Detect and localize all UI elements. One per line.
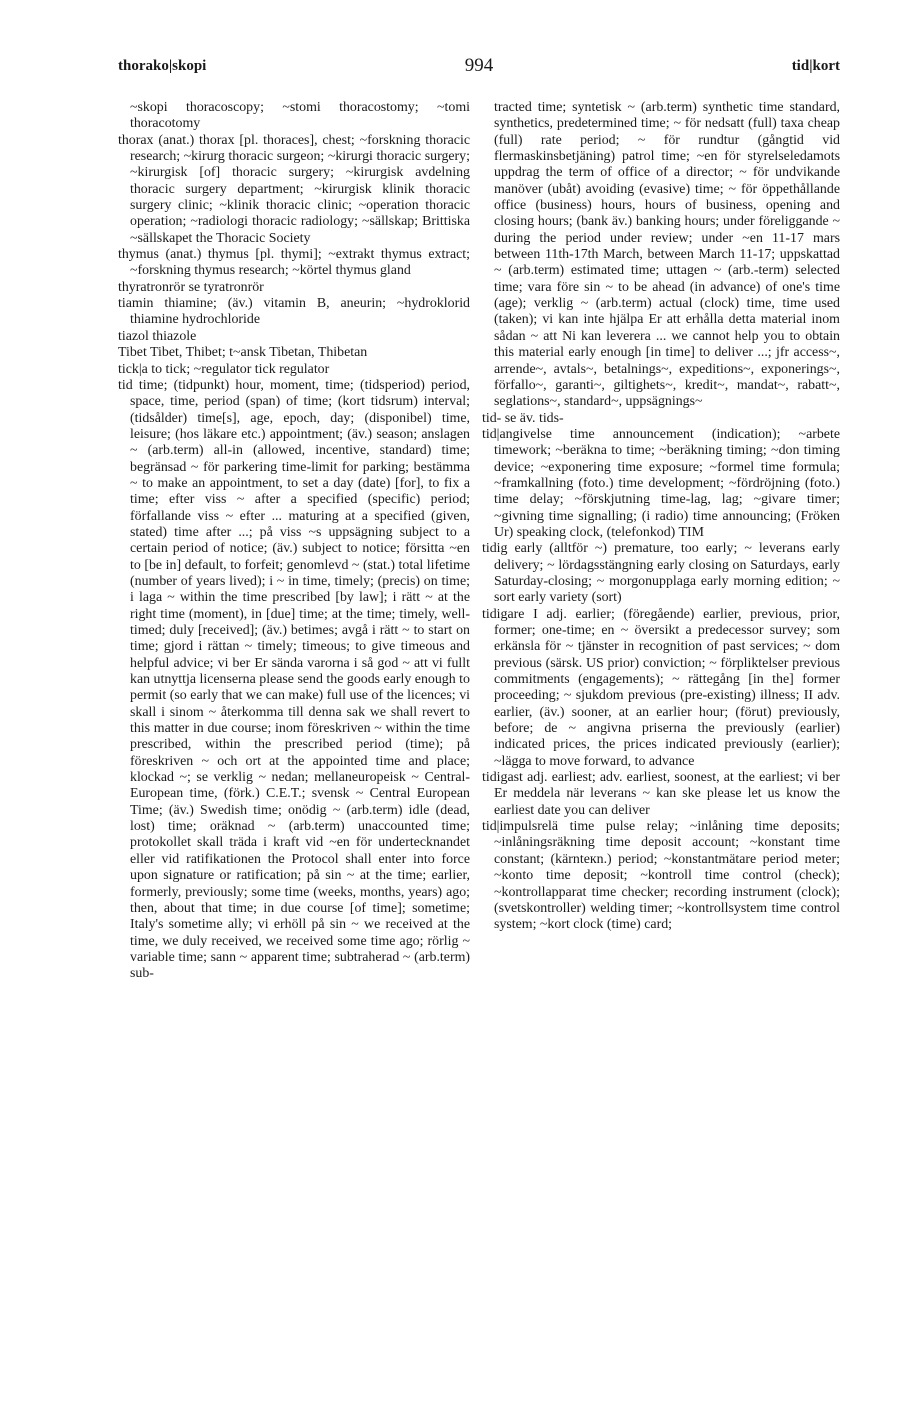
left-column (118, 100, 470, 983)
dictionary-entry: tidigare I adj. earlier; (föregående) earlier, previous, prior, former; one-time; en ~ översikt a predecessor survey; som erkänsla för ~ tjänster in recognition of past services; ~ dom previous (särsk. US prior) conviction; ~ förpliktelser previous commitments (engagements); ~ rättegång [in the] former proceeding; ~ sjukdom previous (pre-existing) illness; II adv. earlier, (äv.) sooner, at an earlier hour; (förut) previously, before; de ~ angivna priserna the previously (earlier) indicated prices, the prices indicated previously (earlier); ~lägga to move forward, to advance (482, 606, 840, 769)
dictionary-entry: tidig early (alltför ~) premature, too early; ~ leverans early delivery; ~ lördagsstängning early closing on Saturdays, early Saturday-closing; ~ morgonupplaga early morning edition; ~ sort early variety (sort) (482, 541, 840, 606)
dictionary-entry: thorax (anat.) thorax [pl. thoraces], chest; ~forskning thoracic research; ~kirurg thoracic surgeon; ~kirurgi thoracic surgery; ~kirurgisk [of] thoracic surgery; ~kirurgisk avdelning thoracic surgery department; ~kirurgisk klinik thoracic surgery clinic; ~klinik thoracic clinic; ~operation thoracic operation; ~radiologi thoracic radiology; ~sällskap; Brittiska ~sällskapet the Thoracic Society (118, 132, 470, 246)
right-column (482, 100, 840, 934)
page-header (118, 55, 840, 84)
dictionary-entry: Tibet Tibet, Thibet; t~ansk Tibetan, Thibetan (118, 345, 368, 361)
left-guide-word: thorako|skopi (118, 58, 207, 74)
dictionary-entry: tid- se äv. tids- (482, 410, 564, 426)
page-number: 994 (464, 55, 494, 76)
dictionary-entry: thyratronrör se tyratronrör (118, 279, 264, 295)
dictionary-entry: thymus (anat.) thymus [pl. thymi]; ~extrakt thymus extract; ~forskning thymus research; ~körtel thymus gland (118, 247, 470, 279)
dictionary-entry: tid|angivelse time announcement (indication); ~arbete timework; ~beräkna to time; ~beräkning timing; ~don timing device; ~exponering time exposure; ~formel time formula; ~framkallning (foto.) time development; ~fördröjning (foto.) time delay; ~förskjutning time-lag, lag; ~givare timer; ~givning time signalling; (i radio) time announcing; (Fröken Ur) speaking clock, (telefonkod) TIM (482, 426, 840, 540)
dictionary-entry: tidigast adj. earliest; adv. earliest, soonest, at the earliest; vi ber Er meddela när leverans ~ kan ske please let us know the earliest date you can deliver (482, 770, 840, 818)
dictionary-entry: tiamin thiamine; (äv.) vitamin B, aneurin; ~hydroklorid thiamine hydrochloride (118, 296, 470, 328)
right-guide-word: tid|kort (791, 58, 840, 74)
dictionary-entry: tick|a to tick; ~regulator tick regulator (118, 361, 330, 377)
dictionary-entry: tracted time; syntetisk ~ (arb.term) synthetic time standard, synthetics, predetermined time; ~ för nedsatt (full) taxa cheap (full) rate period; ~ för rundtur (gångtid vid flermaskinsbetjäning) patrol time; ~en för styrelseledamots uppdrag the term of office of a director; ~ för undvikande manöver (ubåt) avoiding (evasive) time; ~ för öppethållande office (business) hours, hours of business, opening and closing hours; (bank äv.) banking hours; under föreliggande ~ during the period under review; under ~en 11-17 mars between 11th-17th March, between March 11-17; uppskattad ~ (arb.term) estimated time; uttagen ~ (arb.-term) selected time; vara före sin ~ to be ahead (in advance) of one's time (age); verklig ~ (arb.term) actual (clock) time, time used (taken); vi kan inte hjälpa Er att erhålla detta material inom sådan ~ att Ni kan leverera ... we cannot help you to obtain this material early enough [in time] to deliver ...; jfr access~, arrende~, avtals~, betalnings~, expeditions~, exponerings~, förfallo~, garanti~, giltighets~, kredit~, mandat~, rabatt~, seglations~, standard~, uppsägnings~ (494, 100, 840, 410)
dictionary-entry: ~skopi thoracoscopy; ~stomi thoracostomy; ~tomi thoracotomy (130, 100, 470, 132)
dictionary-entry: tid time; (tidpunkt) hour, moment, time; (tidsperiod) period, space, time, period (span) of time; (kort tidsrum) interval; (tidsålder) time[s], age, epoch, day; (disponibel) time, leisure; (hos läkare etc.) appointment; (äv.) season; anslagen ~ (arb.term) all-in (allowed, incentive, standard) time; begränsad ~ för parkering time-limit for parking; bestämma ~ to make an appointment, to set a day (date) [for], to fix a time; efter viss ~ after a specified (specific) period; förfallande viss ~ efter ... maturing at a specified (given, stated) time after ...; på viss ~s uppsägning subject to a certain period of notice; (äv.) subject to notice; försitta ~en to [be in] default, to forfeit; genomlevd ~ (stat.) total lifetime (number of years lived); i ~ in time, timely; (precis) on time; i laga ~ within the time prescribed [by law]; i rätt ~ at the right time (moment), in [due] time; at the time; timely, well-timed; duly [received]; (äv.) betimes; avgå i rätt ~ to start on time; gjord i rättan ~ timely; timeous; to give timeous and helpful advice; vi ber Er sända varorna i så god ~ att vi fullt kan utnyttja licenserna please send the goods early enough to permit (so early that we can make) full use of the licences; vi skall i sinom ~ återkomma till denna sak we shall revert to this matter in due course; inom föreskriven ~ within the time prescribed, within the prescribed period (time); på föreskriven ~ och ort at the appointed time and place; klockad ~; se verklig ~ nedan; mellaneuropeisk ~ Central-European time, (förk.) C.E.T.; svensk ~ Central European Time; (äv.) Swedish time; onödig ~ (arb.term) idle (dead, lost) time; oräknad ~ (arb.term) unaccounted time; protokollet skall träda i kraft vid ~en för undertecknandet eller vid ratifikationen the Protocol shall enter into force upon signature or ratification; på sin ~ at the time; earlier, formerly, previously; some time (weeks, months, years) ago; then, about that time; in due course [of time]; sometime; Italy's sometime ally; vi erhöll på sin ~ we received at the time, we duly received, we received some time ago; rörlig ~ variable time; sann ~ apparent time; subtraherad ~ (arb.term) sub- (118, 377, 470, 982)
dictionary-entry: tid|impulsrelä time pulse relay; ~inlåning time deposits; ~inlåningsräkning time deposit account; ~konstant time constant; (kärnteкn.) period; ~konstantmätare period meter; ~konto time deposit; ~kontroll time control (check); ~kontrollapparat time checker; recording instrument (clock); (svetskontroller) welding timer; ~kontrollsystem time control system; ~kort clock (time) card; (482, 819, 840, 933)
dictionary-entry: tiazol thiazole (118, 328, 197, 344)
